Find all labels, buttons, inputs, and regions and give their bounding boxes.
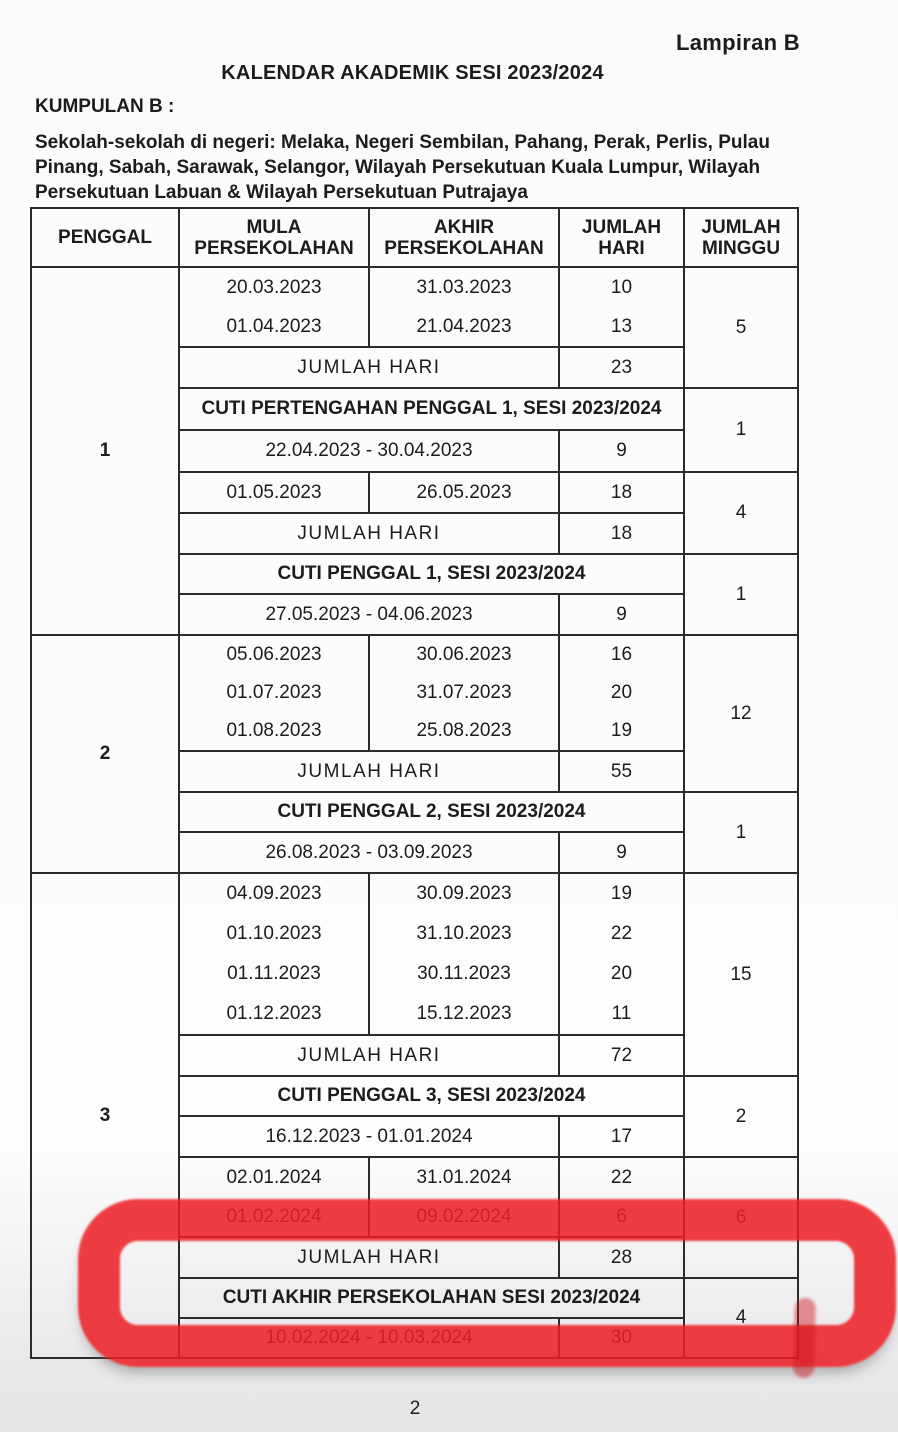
days-cell <box>559 635 684 751</box>
jumlah-hari-label: JUMLAH HARI <box>179 1237 559 1278</box>
days-cell: 9 <box>559 594 684 635</box>
column-header-jumlah-minggu: JUMLAH MINGGU <box>684 208 798 267</box>
penggal-3-cell: 3 <box>31 873 179 1358</box>
date-value: 01.08.2023 <box>226 720 322 741</box>
jumlah-hari-value: 55 <box>559 751 684 792</box>
days-cell <box>559 873 684 1035</box>
date-cell <box>369 267 559 347</box>
date-value: 01.12.2023 <box>226 1003 322 1024</box>
cuti-range-cell: 10.02.2024 - 10.03.2024 <box>179 1318 559 1358</box>
cuti-title-cell: CUTI PENGGAL 1, SESI 2023/2024 <box>179 554 684 594</box>
date-value: 01.07.2023 <box>226 682 322 703</box>
academic-calendar-table <box>30 207 799 1359</box>
cuti-title-cell: CUTI AKHIR PERSEKOLAHAN SESI 2023/2024 <box>179 1278 684 1318</box>
days-cell: 18 <box>559 472 684 513</box>
date-value: 30.11.2023 <box>417 963 511 984</box>
jumlah-hari-label: JUMLAH HARI <box>179 751 559 792</box>
weeks-cell: 2 <box>684 1076 798 1157</box>
jumlah-hari-value: 18 <box>559 513 684 554</box>
date-value: 01.11.2023 <box>227 963 321 984</box>
days-value: 6 <box>616 1206 627 1227</box>
date-value: 31.07.2023 <box>416 682 512 703</box>
date-value: 09.02.2024 <box>416 1206 512 1227</box>
jumlah-hari-value: 28 <box>559 1237 684 1278</box>
days-value: 13 <box>610 316 633 337</box>
cuti-title-cell: CUTI PENGGAL 3, SESI 2023/2024 <box>179 1076 684 1116</box>
weeks-cell: 1 <box>684 554 798 635</box>
jumlah-hari-label: JUMLAH HARI <box>179 513 559 554</box>
weeks-cell: 1 <box>684 388 798 472</box>
date-value: 25.08.2023 <box>416 720 512 741</box>
days-cell: 30 <box>559 1318 684 1358</box>
document-title: KALENDAR AKADEMIK SESI 2023/2024 <box>221 62 604 84</box>
region-paragraph <box>35 130 805 205</box>
column-header-akhir: AKHIR PERSEKOLAHAN <box>369 208 559 267</box>
column-header-penggal: PENGGAL <box>31 208 179 267</box>
region-line: Persekutuan Labuan & Wilayah Persekutuan Putrajaya <box>35 182 528 203</box>
date-cell <box>369 635 559 751</box>
date-value: 04.09.2023 <box>226 883 322 904</box>
group-label: KUMPULAN B : <box>35 96 175 117</box>
region-line: Sekolah-sekolah di negeri: Melaka, Negeri Sembilan, Pahang, Perak, Perlis, Pulau <box>35 132 770 153</box>
cuti-range-cell: 22.04.2023 - 30.04.2023 <box>179 430 559 472</box>
date-cell: 01.05.2023 <box>179 472 369 513</box>
weeks-cell: 4 <box>684 472 798 554</box>
penggal-2-cell: 2 <box>31 635 179 873</box>
weeks-cell: 1 <box>684 792 798 873</box>
cuti-title-cell: CUTI PENGGAL 2, SESI 2023/2024 <box>179 792 684 832</box>
red-highlight-annotation <box>78 1199 896 1367</box>
date-value: 31.03.2023 <box>416 277 512 298</box>
jumlah-hari-label: JUMLAH HARI <box>179 1035 559 1076</box>
days-value: 10 <box>610 277 633 298</box>
cuti-range-cell: 26.08.2023 - 03.09.2023 <box>179 832 559 873</box>
date-value: 30.06.2023 <box>416 644 512 665</box>
jumlah-hari-value: 72 <box>559 1035 684 1076</box>
jumlah-hari-label: JUMLAH HARI <box>179 347 559 388</box>
date-value: 21.04.2023 <box>416 316 512 337</box>
date-value: 01.10.2023 <box>226 923 322 944</box>
region-line: Pinang, Sabah, Sarawak, Selangor, Wilayah Persekutuan Kuala Lumpur, Wilayah <box>35 157 761 178</box>
cuti-title-cell: CUTI PERTENGAHAN PENGGAL 1, SESI 2023/2024 <box>179 388 684 430</box>
date-value: 30.09.2023 <box>416 883 512 904</box>
page-number: 2 <box>409 1398 421 1419</box>
red-marker-drip <box>793 1298 816 1379</box>
days-value: 22 <box>610 923 633 944</box>
date-cell <box>179 873 369 1035</box>
date-value: 05.06.2023 <box>226 644 322 665</box>
table-header-row <box>31 208 798 267</box>
table-row <box>31 267 798 347</box>
weeks-cell: 6 <box>684 1157 798 1278</box>
table-row <box>31 873 798 1035</box>
cuti-range-cell: 27.05.2023 - 04.06.2023 <box>179 594 559 635</box>
date-cell <box>179 267 369 347</box>
column-header-mula: MULA PERSEKOLAHAN <box>179 208 369 267</box>
days-value: 22 <box>610 1167 633 1188</box>
date-cell <box>179 635 369 751</box>
date-value: 31.01.2024 <box>416 1167 512 1188</box>
days-cell: 9 <box>559 832 684 873</box>
date-value: 02.01.2024 <box>226 1167 322 1188</box>
penggal-1-cell: 1 <box>31 267 179 635</box>
weeks-cell: 4 <box>684 1278 798 1358</box>
days-cell <box>559 267 684 347</box>
date-value: 15.12.2023 <box>416 1003 512 1024</box>
date-value: 01.02.2024 <box>226 1206 322 1227</box>
days-value: 19 <box>610 883 633 904</box>
weeks-cell: 15 <box>684 873 798 1076</box>
days-value: 19 <box>610 720 633 741</box>
days-cell: 17 <box>559 1116 684 1157</box>
days-value: 20 <box>610 963 633 984</box>
jumlah-hari-value: 23 <box>559 347 684 388</box>
cuti-range-cell: 16.12.2023 - 01.01.2024 <box>179 1116 559 1157</box>
lampiran-label: Lampiran B <box>675 30 800 55</box>
weeks-cell: 12 <box>684 635 798 792</box>
days-value: 20 <box>610 682 633 703</box>
days-value: 11 <box>611 1003 632 1024</box>
date-cell: 26.05.2023 <box>369 472 559 513</box>
days-cell: 9 <box>559 430 684 472</box>
weeks-cell: 5 <box>684 267 798 388</box>
date-value: 31.10.2023 <box>416 923 512 944</box>
days-value: 16 <box>610 644 633 665</box>
table-row <box>31 635 798 751</box>
date-cell <box>369 873 559 1035</box>
date-value: 01.04.2023 <box>226 316 322 337</box>
date-value: 20.03.2023 <box>226 277 322 298</box>
column-header-jumlah-hari: JUMLAH HARI <box>559 208 684 267</box>
